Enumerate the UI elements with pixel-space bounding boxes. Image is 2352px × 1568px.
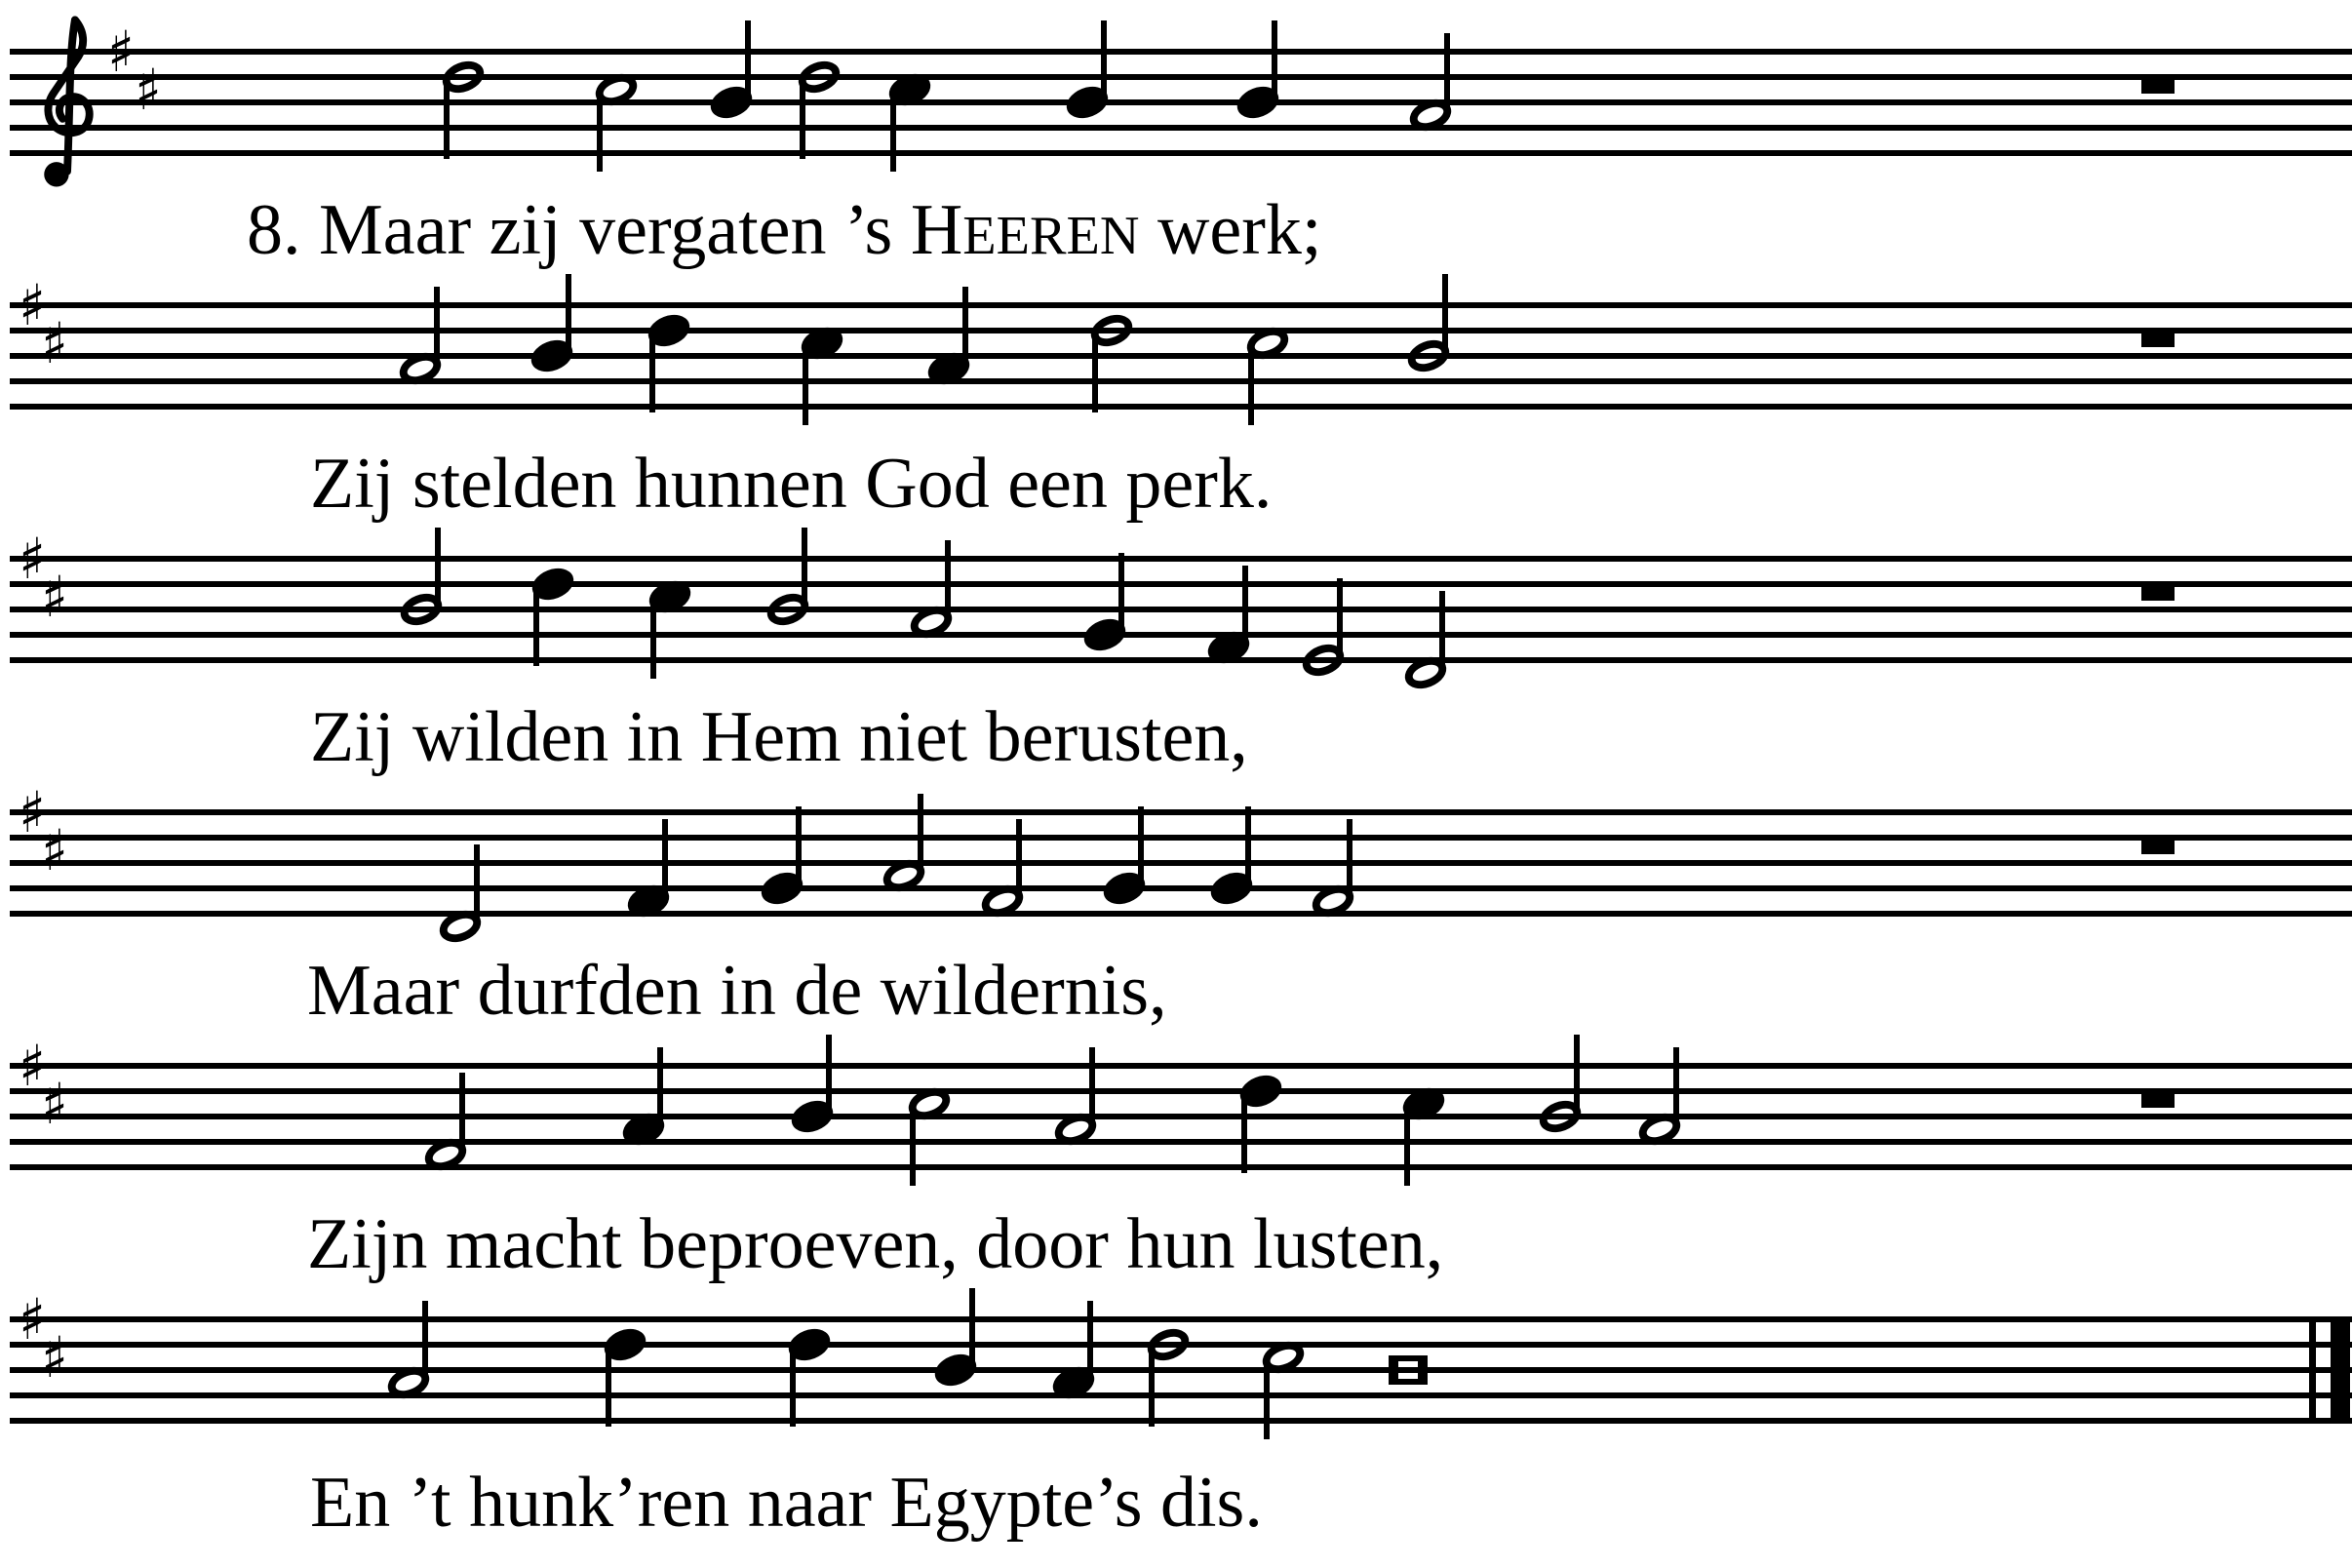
note-stem (1087, 1301, 1093, 1383)
note-stem (422, 1301, 428, 1383)
staff-line (10, 1392, 2352, 1398)
note-stem (790, 1345, 796, 1427)
staff-line (10, 1164, 2352, 1170)
sharp-icon: ♯ (106, 19, 136, 85)
lyric-smallcaps-text: EEREN (962, 206, 1140, 266)
staff-line (10, 1088, 2352, 1094)
note-stem (1016, 819, 1022, 901)
staff-line (10, 860, 2352, 866)
note-stem (444, 77, 450, 159)
note-stem (1149, 1345, 1155, 1427)
final-barline-thick (2331, 1316, 2350, 1424)
sharp-icon: ♯ (40, 1071, 69, 1137)
note-stem (459, 1073, 465, 1155)
staff-line (10, 657, 2352, 663)
note-stem (803, 343, 808, 425)
staff-line (10, 1114, 2352, 1119)
note-stem (745, 20, 751, 102)
whole-rest (2141, 333, 2175, 347)
lyric-line-4 (307, 953, 1167, 1029)
treble-clef-icon (33, 11, 101, 196)
note-stem (918, 794, 923, 876)
lyric-text: Maar durfden in de wildernis, (307, 951, 1167, 1031)
lyric-line-3 (310, 699, 1248, 775)
note-stem (474, 844, 480, 926)
lyric-text: Zij stelden hunnen God een perk. (310, 444, 1273, 524)
staff-line (10, 49, 2352, 55)
staff-line (10, 556, 2352, 562)
staff-line (10, 809, 2352, 815)
staff-line (10, 911, 2352, 917)
note-stem (1241, 1091, 1247, 1173)
sharp-icon: ♯ (40, 310, 69, 376)
sharp-icon: ♯ (18, 1033, 47, 1099)
note-stem (796, 806, 802, 888)
note-stem (1101, 20, 1107, 102)
breve-bar (1398, 1367, 1418, 1373)
staff-line (10, 1139, 2352, 1145)
note-stem (434, 287, 440, 369)
note-stem (1138, 806, 1144, 888)
note-stem (1264, 1357, 1270, 1439)
staff-line (10, 150, 2352, 156)
note-stem (890, 90, 896, 172)
staff-line (10, 1418, 2352, 1424)
staff-line (10, 302, 2352, 308)
sharp-icon: ♯ (134, 57, 163, 123)
staff-line (10, 1316, 2352, 1322)
note-stem (962, 287, 968, 369)
note-stem (1242, 566, 1248, 647)
staff-line (10, 581, 2352, 587)
note-stem (945, 540, 951, 622)
note-stem (1248, 343, 1254, 425)
note-stem (662, 819, 668, 901)
whole-rest (2141, 80, 2175, 94)
whole-rest (2141, 841, 2175, 854)
staff-line (10, 328, 2352, 333)
staff-line (10, 632, 2352, 638)
sharp-icon: ♯ (40, 564, 69, 630)
lyric-line-5 (307, 1206, 1443, 1282)
staff-line (10, 835, 2352, 841)
note-stem (1574, 1035, 1580, 1117)
sharp-icon: ♯ (18, 779, 47, 845)
lyric-text: En ’t hunk’ren naar Egypte’s dis. (310, 1463, 1263, 1543)
sharp-icon: ♯ (40, 817, 69, 883)
note-stem (1442, 274, 1448, 356)
note-stem (533, 584, 539, 666)
note-stem (1404, 1104, 1410, 1186)
lyric-text: 8. Maar zij vergaten ’s H (247, 190, 963, 270)
sharp-icon: ♯ (18, 526, 47, 592)
note-stem (910, 1104, 916, 1186)
staff-line (10, 404, 2352, 410)
staff-line (10, 1063, 2352, 1069)
staff-line (10, 125, 2352, 131)
note-stem (800, 77, 805, 159)
staff-line (10, 353, 2352, 359)
note-stem (650, 597, 656, 679)
whole-rest (2141, 587, 2175, 601)
note-stem (1245, 806, 1251, 888)
note-stem (657, 1047, 663, 1129)
lyric-text: werk; (1139, 190, 1322, 270)
lyric-text: Zij wilden in Hem niet berusten, (310, 697, 1248, 777)
staff-line (10, 1367, 2352, 1373)
staff-line (10, 99, 2352, 105)
note-stem (649, 331, 655, 412)
note-stem (802, 528, 807, 609)
note-stem (1347, 819, 1352, 901)
note-stem (597, 90, 603, 172)
staff-line (10, 378, 2352, 384)
whole-rest (2141, 1094, 2175, 1108)
lyric-line-1 (247, 192, 1321, 274)
staff-line (10, 74, 2352, 80)
note-stem (1337, 578, 1343, 660)
note-stem (435, 528, 441, 609)
note-stem (969, 1288, 975, 1370)
breve-note (1389, 1355, 1428, 1385)
note-stem (1118, 553, 1124, 635)
note-stem (1673, 1047, 1679, 1129)
staff-line (10, 607, 2352, 612)
lyric-text: Zijn macht beproeven, door hun lusten, (307, 1204, 1444, 1284)
note-stem (1092, 331, 1098, 412)
sharp-icon: ♯ (18, 1286, 47, 1352)
final-barline-thin (2309, 1316, 2316, 1424)
note-stem (1439, 591, 1445, 673)
note-stem (1272, 20, 1277, 102)
note-stem (606, 1345, 611, 1427)
note-stem (1444, 33, 1450, 115)
sharp-icon: ♯ (18, 272, 47, 338)
note-stem (826, 1035, 832, 1117)
sharp-icon: ♯ (40, 1324, 69, 1391)
staff-line (10, 885, 2352, 891)
lyric-line-6 (310, 1465, 1263, 1541)
note-stem (1089, 1047, 1095, 1129)
note-stem (566, 274, 571, 356)
lyric-line-2 (310, 446, 1272, 522)
